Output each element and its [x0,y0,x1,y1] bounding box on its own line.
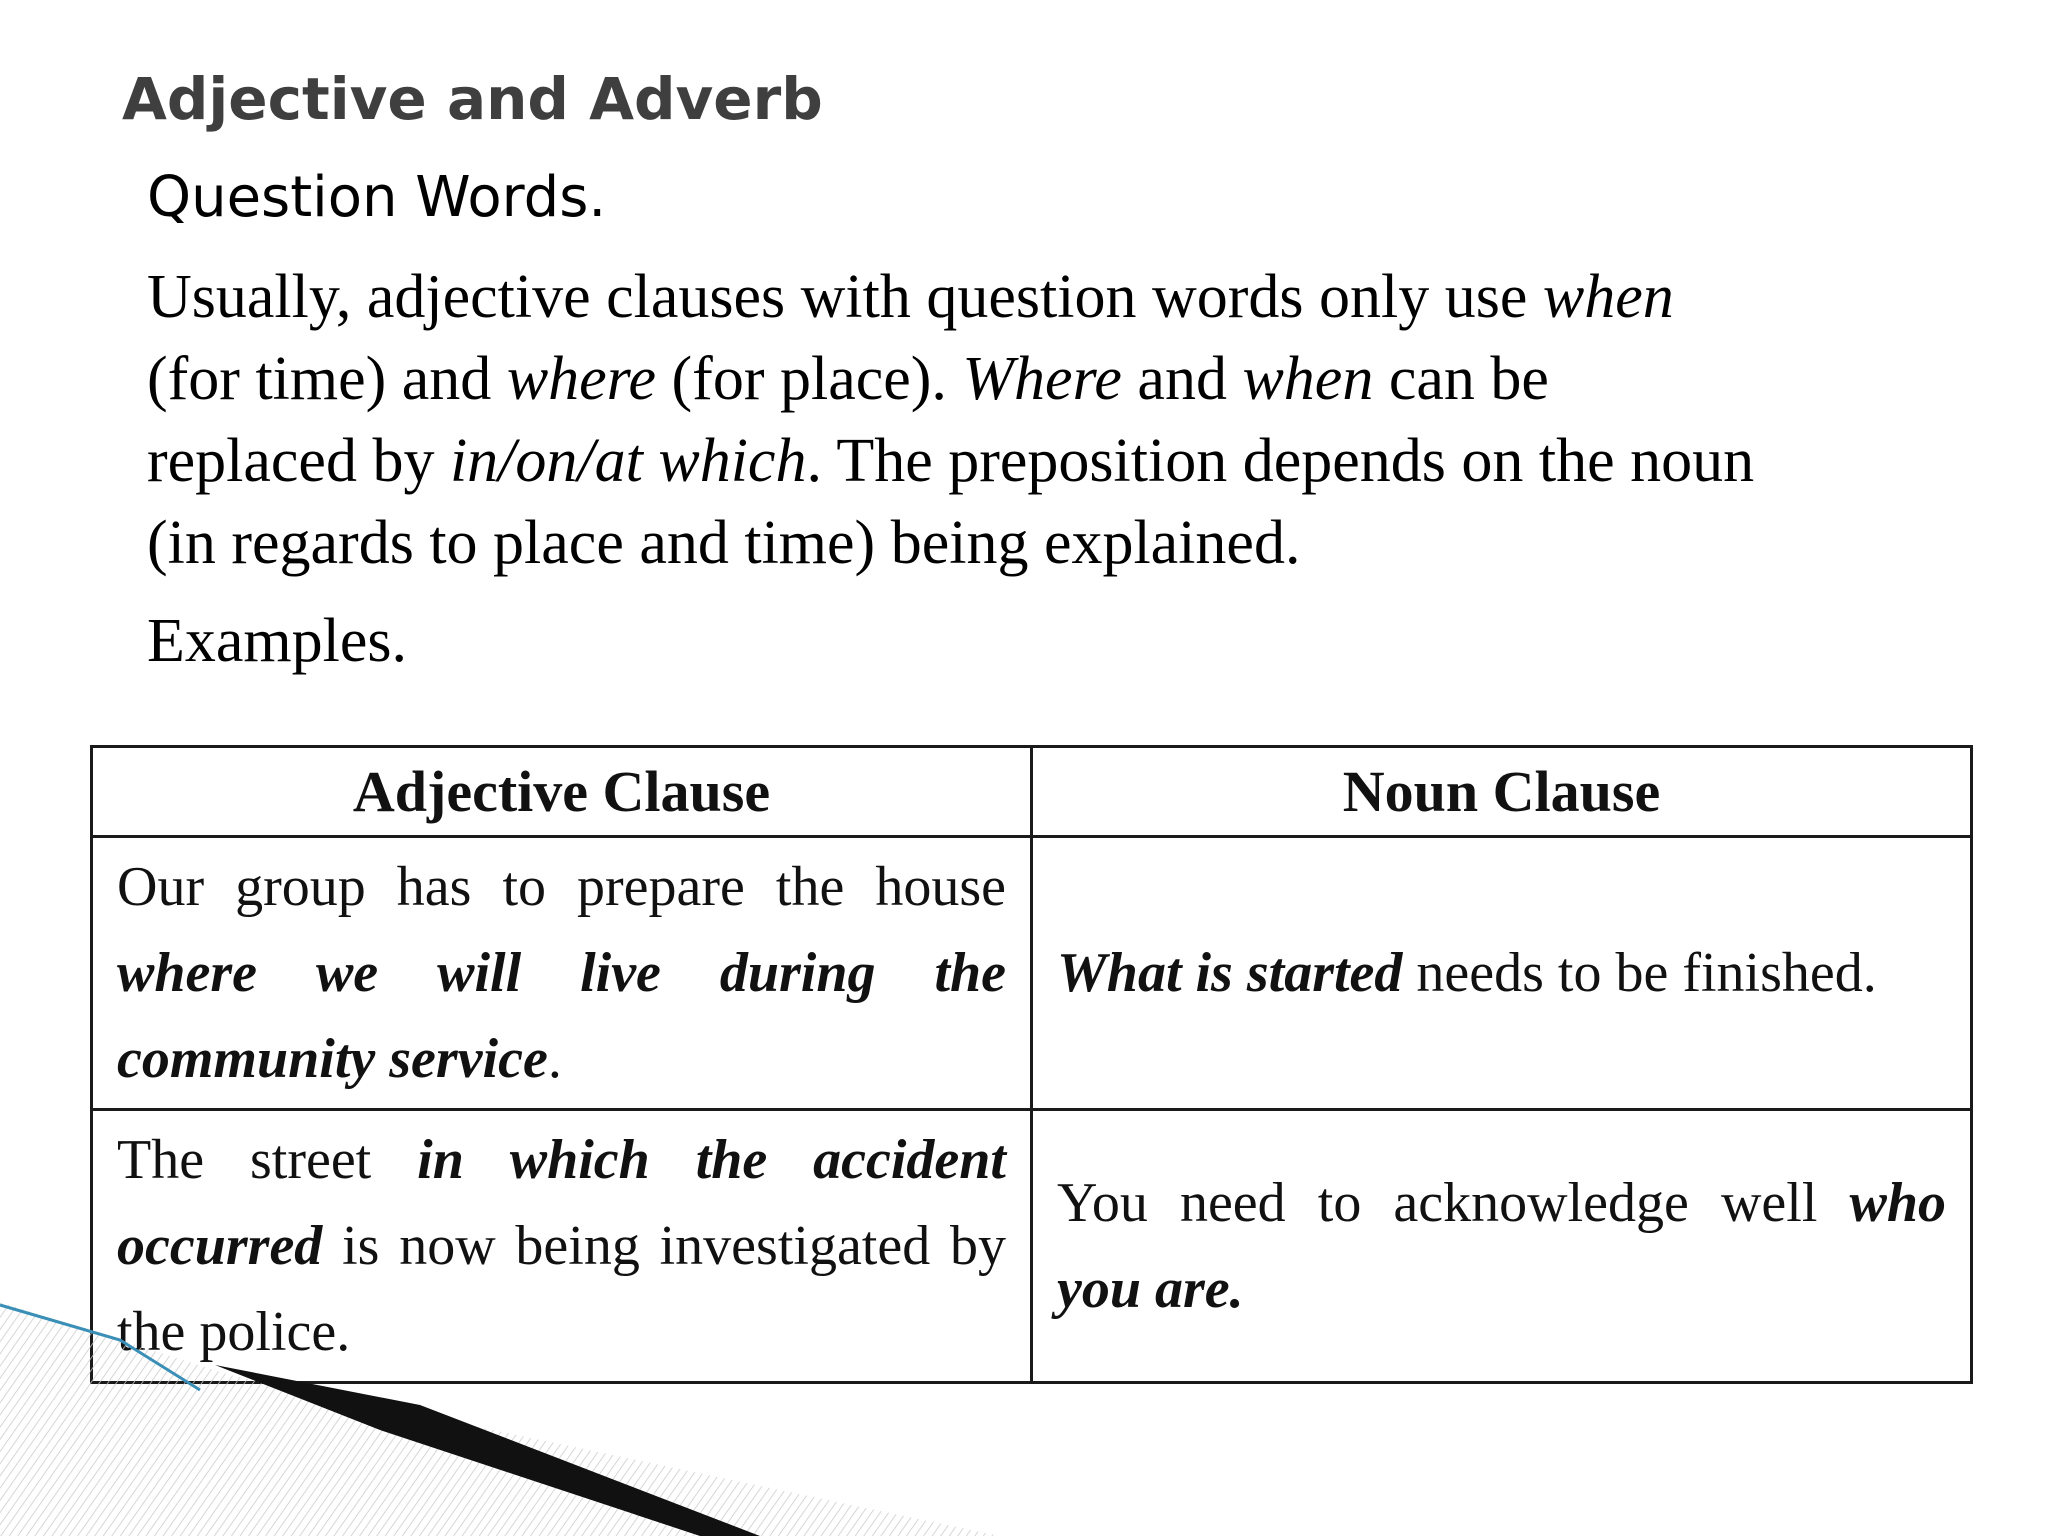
cell-text: Our group has to prepare the house [117,856,1006,918]
cell-text: is now being investigated by the police. [117,1215,1006,1363]
emphasized-clause: who you are. [1057,1172,1946,1320]
table-row [92,837,1972,1110]
paragraph-line [147,338,1947,420]
paragraph-text: . The preposition depends on the noun [806,427,1755,495]
table-header-row [92,747,1972,837]
table-cell [92,837,1032,1110]
cell-text: You need to acknowledge well [1057,1172,1850,1234]
cell-text: . [547,1028,562,1090]
header-adjective-clause: Adjective Clause [92,747,1032,837]
paragraph-text: (in regards to place and time) being explained. [147,509,1301,577]
slide-title: Adjective and Adverb [122,65,823,133]
examples-label: Examples. [147,607,407,675]
table-cell [1032,837,1972,1110]
paragraph-text: can be [1373,345,1549,413]
header-noun-clause: Noun Clause [1032,747,1972,837]
slide-subtitle: Question Words. [147,165,607,230]
italic-term: Where [962,345,1122,413]
paragraph-line [147,502,1947,584]
paragraph-text: (for place). [656,345,963,413]
italic-term: when [1242,345,1374,413]
paragraph-text: replaced by [147,427,450,495]
paragraph-text: (for time) and [147,345,507,413]
paragraph-text: Usually, adjective clauses with question words only use [147,263,1543,331]
italic-term: where [506,345,657,413]
hatched-wedge [0,1302,1000,1536]
table-cell [1032,1110,1972,1383]
cell-text: needs to be finished. [1402,942,1877,1004]
emphasized-clause: in which the accident occurred [117,1129,1006,1277]
paragraph-text: and [1121,345,1243,413]
cell-text: The street [117,1129,418,1191]
emphasized-clause: What is started [1057,942,1403,1004]
paragraph-line [147,256,1947,338]
emphasized-clause: where we will live during the community service [117,942,1006,1090]
italic-term: in/on/at which [449,427,807,495]
decorative-chevron [0,1280,1000,1536]
italic-term: when [1542,263,1674,331]
body-paragraph [147,256,1947,584]
paragraph-line [147,420,1947,502]
